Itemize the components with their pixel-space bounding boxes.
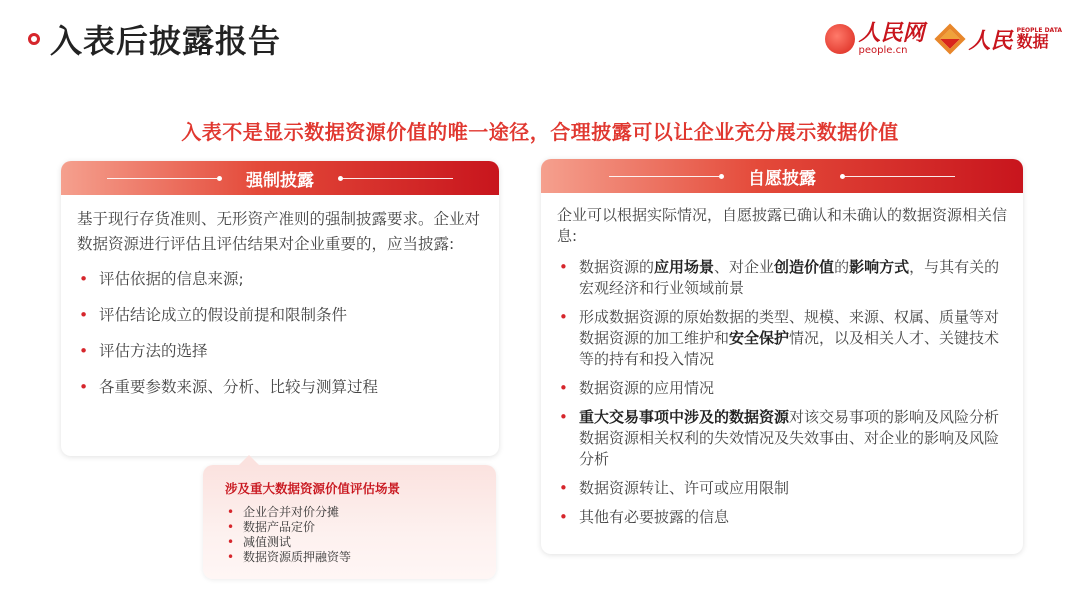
list-item: • 其他有必要披露的信息 <box>559 508 730 526</box>
bullet-icon: • <box>79 270 89 288</box>
people-data-logo-cn: 人民 <box>968 27 1013 54</box>
list-item: • 评估依据的信息来源; <box>77 267 483 292</box>
bullet-icon: • <box>559 308 568 326</box>
header-right-decoration <box>338 176 453 181</box>
bullet-icon: • <box>79 378 89 396</box>
scenario-list <box>225 505 351 565</box>
list-item: • 评估结论成立的假设前提和限制条件 <box>77 303 483 328</box>
list-item: • 数据资源质押融资等 <box>227 550 352 564</box>
bullet-icon: • <box>559 479 568 497</box>
voluntary-card-header <box>541 159 1023 193</box>
list-item: • 各重要参数来源、分析、比较与测算过程 <box>77 375 483 400</box>
people-data-logo-data: 数据 <box>1016 32 1049 51</box>
people-data-logo-icon <box>934 23 965 54</box>
title-area <box>28 16 281 62</box>
page-title: 入表后披露报告 <box>50 22 282 60</box>
bullet-icon: • <box>559 258 568 276</box>
people-cn-logo <box>825 22 925 56</box>
bullet-icon: • <box>227 520 235 534</box>
bullet-icon: • <box>227 505 235 519</box>
mandatory-card-title: 强制披露 <box>246 170 314 191</box>
bullet-icon: • <box>559 508 568 526</box>
subtitle: 入表不是显示数据资源价值的唯一途径，合理披露可以让企业充分展示数据价值 <box>181 120 899 144</box>
bullet-icon: • <box>227 550 235 564</box>
title-bullet-icon <box>28 33 40 45</box>
header-left-decoration <box>609 174 724 179</box>
people-cn-logo-cn: 人民网 <box>858 20 925 46</box>
list-item: • 减值测试 <box>227 535 292 549</box>
voluntary-card-title: 自愿披露 <box>748 168 816 189</box>
voluntary-intro: 企业可以根据实际情况，自愿披露已确认和未确认的数据资源相关信息: <box>557 206 1008 245</box>
bullet-icon: • <box>559 408 568 426</box>
people-data-logo-small: PEOPLE DATA <box>1016 27 1062 34</box>
list-item: • 评估方法的选择 <box>77 339 483 364</box>
voluntary-list <box>557 257 1007 528</box>
logo-area <box>825 22 1062 56</box>
list-item: • 数据资源的应用情况 <box>559 379 715 397</box>
bullet-icon: • <box>559 379 568 397</box>
list-item: • 重大交易事项中涉及的数据资源对该交易事项的影响及风险分析数据资源相关权利的失效情况及失效事由、对企业的影响及风险分析 <box>559 408 1000 468</box>
list-item: • 企业合并对价分摊 <box>227 505 340 519</box>
people-data-logo <box>939 24 1062 55</box>
list-item: • 数据产品定价 <box>227 520 316 534</box>
mandatory-card-header <box>61 161 499 195</box>
voluntary-disclosure-card <box>541 159 1023 554</box>
header-left-decoration <box>107 176 222 181</box>
bullet-icon: • <box>227 535 235 549</box>
valuation-scenario-callout <box>203 465 496 579</box>
bullet-icon: • <box>79 306 89 324</box>
mandatory-disclosure-card <box>61 161 499 456</box>
people-cn-logo-icon <box>825 24 855 54</box>
people-cn-logo-en: people.cn <box>858 45 908 56</box>
list-item: • 数据资源的应用场景、对企业创造价值的影响方式，与其有关的宏观经济和行业领域前景 <box>559 258 1000 297</box>
mandatory-list <box>77 267 483 400</box>
bullet-icon: • <box>79 342 89 360</box>
header-right-decoration <box>840 174 955 179</box>
scenario-title: 涉及重大数据资源价值评估场景 <box>225 481 401 496</box>
list-item: • 形成数据资源的原始数据的类型、规模、来源、权属、质量等对数据资源的加工维护和安全保护情况，以及相关人才、关键技术等的持有和投入情况 <box>559 308 1000 368</box>
list-item: • 数据资源转让、许可或应用限制 <box>559 479 790 497</box>
mandatory-intro: 基于现行存货准则、无形资产准则的强制披露要求。企业对数据资源进行评估且评估结果对企业重要的，应当披露: <box>77 210 481 253</box>
